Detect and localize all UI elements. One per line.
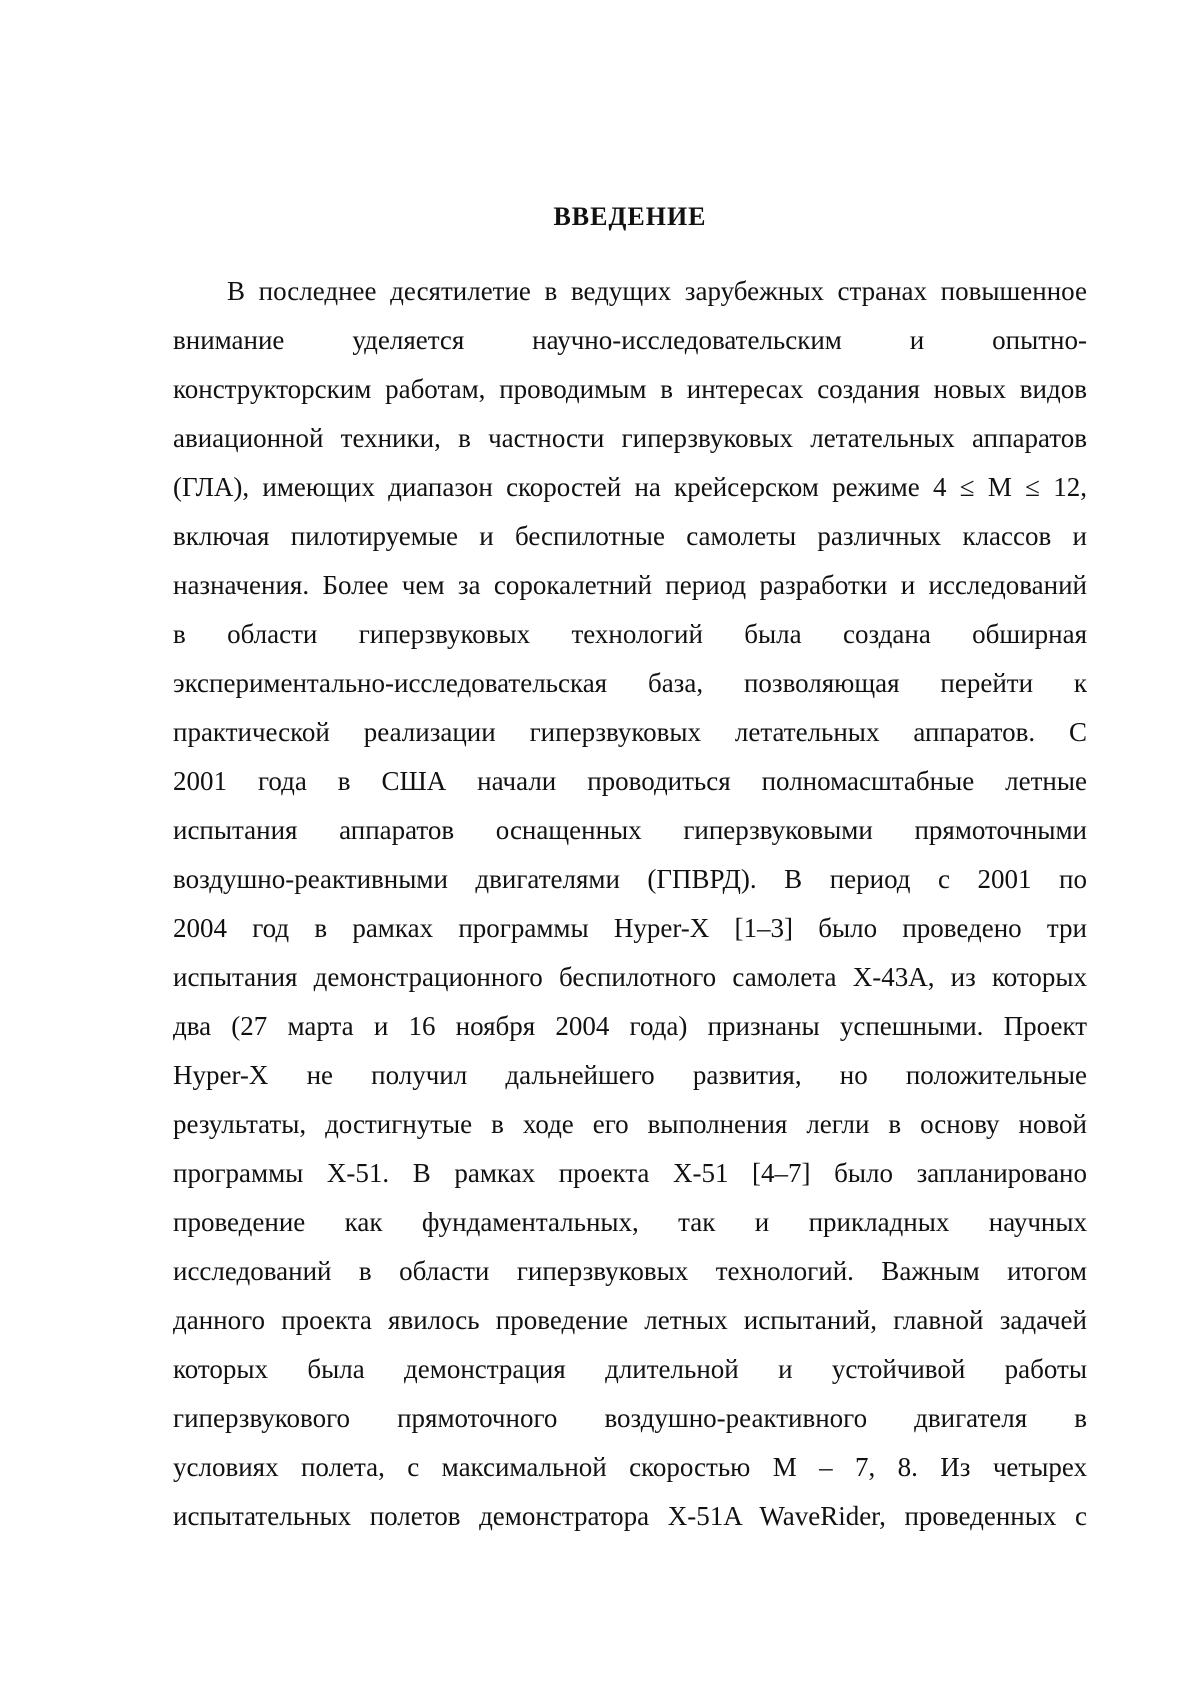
text-line: испытательных полетов демонстратора X-51A WaveRider, проведенных с xyxy=(173,1501,1087,1531)
text-line: гиперзвукового прямоточного воздушно-реактивного двигателя в xyxy=(173,1403,1087,1433)
text-line: результаты, достигнутые в ходе его выполнения легли в основу новой xyxy=(173,1109,1087,1139)
text-line: экспериментально-исследовательская база, позволяющая перейти к xyxy=(173,668,1087,698)
text-line: авиационной техники, в частности гиперзвуковых летательных аппаратов xyxy=(173,423,1087,453)
text-line: проведение как фундаментальных, так и прикладных научных xyxy=(173,1207,1087,1237)
page-title: ВВЕДЕНИЕ xyxy=(553,202,707,231)
text-line: 2004 год в рамках программы Hyper-X [1–3] было проведено три xyxy=(173,913,1087,943)
text-line: испытания демонстрационного беспилотного самолета X-43A, из которых xyxy=(173,962,1087,992)
text-line: практической реализации гиперзвуковых летательных аппаратов. С xyxy=(173,717,1087,747)
body-paragraph xyxy=(173,276,1087,1550)
text-line: внимание уделяется научно-исследовательским и опытно- xyxy=(173,325,1087,355)
text-line: в области гиперзвуковых технологий была создана обширная xyxy=(173,619,1087,649)
text-line: конструкторским работам, проводимым в интересах создания новых видов xyxy=(173,374,1087,404)
text-line: испытания аппаратов оснащенных гиперзвуковыми прямоточными xyxy=(173,815,1087,845)
text-line: 2001 года в США начали проводиться полномасштабные летные xyxy=(173,766,1087,796)
text-line: условиях полета, с максимальной скоростью M – 7, 8. Из четырех xyxy=(173,1452,1087,1482)
text-line: два (27 марта и 16 ноября 2004 года) признаны успешными. Проект xyxy=(173,1011,1087,1041)
text-line: данного проекта явилось проведение летных испытаний, главной задачей xyxy=(173,1305,1087,1335)
text-line: В последнее десятилетие в ведущих зарубежных странах повышенное xyxy=(227,276,1087,306)
text-line: назначения. Более чем за сорокалетний период разработки и исследований xyxy=(173,570,1087,600)
text-line: Hyper-X не получил дальнейшего развития, но положительные xyxy=(173,1060,1087,1090)
text-line: включая пилотируемые и беспилотные самолеты различных классов и xyxy=(173,521,1087,551)
text-line: которых была демонстрация длительной и устойчивой работы xyxy=(173,1354,1087,1384)
text-line: (ГЛА), имеющих диапазон скоростей на крейсерском режиме 4 ≤ M ≤ 12, xyxy=(173,472,1087,502)
text-line: исследований в области гиперзвуковых технологий. Важным итогом xyxy=(173,1256,1087,1286)
text-line: программы X-51. В рамках проекта X-51 [4–7] было запланировано xyxy=(173,1158,1087,1188)
text-line: воздушно-реактивными двигателями (ГПВРД). В период с 2001 по xyxy=(173,864,1087,894)
